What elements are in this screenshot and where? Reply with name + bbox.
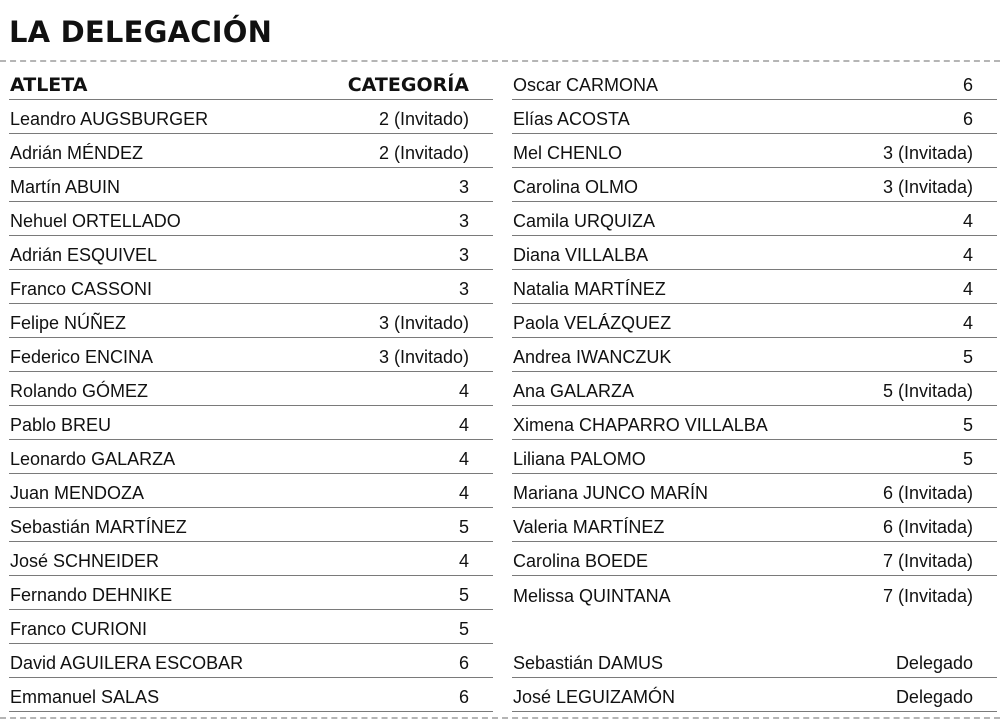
person-name: Paola VELÁZQUEZ — [513, 313, 672, 333]
category-value: 3 — [458, 279, 469, 299]
category-value: 4 — [962, 245, 973, 265]
athlete-row — [512, 66, 997, 100]
athlete-row — [512, 304, 997, 338]
person-name: Adrián ESQUIVEL — [10, 245, 158, 265]
person-name: Elías ACOSTA — [513, 109, 630, 129]
category-value: 3 — [458, 211, 469, 231]
bottom-dashed-divider — [0, 717, 1000, 719]
category-value: 3 (Invitada) — [882, 177, 973, 197]
person-name: Mel CHENLO — [513, 143, 623, 163]
person-name: Nehuel ORTELLADO — [10, 211, 181, 231]
category-value: 5 — [962, 415, 973, 435]
person-name: José SCHNEIDER — [10, 551, 160, 571]
category-value: 6 (Invitada) — [882, 517, 973, 537]
person-name: Fernando DEHNIKE — [10, 585, 173, 605]
person-name: Valeria MARTÍNEZ — [513, 517, 665, 537]
person-name: Adrián MÉNDEZ — [10, 143, 144, 163]
category-value: 4 — [458, 483, 469, 503]
delegate-row — [512, 678, 997, 712]
person-name: Liliana PALOMO — [513, 449, 646, 469]
category-value: 6 — [458, 687, 469, 707]
athlete-row — [9, 372, 493, 406]
person-role: Delegado — [895, 687, 973, 707]
person-name: Sebastián MARTÍNEZ — [10, 517, 187, 537]
person-name: Mariana JUNCO MARÍN — [513, 483, 709, 503]
athlete-row — [512, 134, 997, 168]
right-athlete-list — [512, 66, 997, 610]
category-value: 6 (Invitada) — [882, 483, 973, 503]
category-value: 4 — [962, 279, 973, 299]
person-name: Franco CASSONI — [10, 279, 153, 299]
right-column — [512, 66, 997, 712]
person-name: Leandro AUGSBURGER — [10, 109, 209, 129]
athlete-row — [512, 542, 997, 576]
category-value: 3 — [458, 245, 469, 265]
person-name: Martín ABUIN — [10, 177, 121, 197]
category-value: 6 — [458, 653, 469, 673]
category-value: 6 — [962, 75, 973, 95]
athlete-row — [512, 440, 997, 474]
delegate-row — [512, 644, 997, 678]
category-value: 5 — [458, 585, 469, 605]
delegate-list — [512, 644, 997, 712]
athlete-row — [9, 236, 493, 270]
category-value: 5 — [458, 619, 469, 639]
athlete-row — [9, 100, 493, 134]
athlete-row — [9, 440, 493, 474]
athlete-row — [9, 576, 493, 610]
athlete-row — [9, 270, 493, 304]
person-name: Sebastián DAMUS — [513, 653, 664, 673]
person-name: Ximena CHAPARRO VILLALBA — [513, 415, 768, 435]
category-value: 3 (Invitada) — [882, 143, 973, 163]
athlete-row — [512, 168, 997, 202]
category-value: 3 (Invitado) — [378, 313, 469, 333]
category-value: 2 (Invitado) — [378, 143, 469, 163]
category-value: 3 — [458, 177, 469, 197]
person-role: Delegado — [895, 653, 973, 673]
person-name: Carolina OLMO — [513, 177, 639, 197]
person-name: Franco CURIONI — [10, 619, 148, 639]
category-value: 4 — [458, 551, 469, 571]
athlete-row — [9, 508, 493, 542]
person-name: Federico ENCINA — [10, 347, 154, 367]
athlete-row — [9, 338, 493, 372]
athlete-row — [9, 304, 493, 338]
person-name: Andrea IWANCZUK — [513, 347, 672, 367]
category-value: 4 — [458, 449, 469, 469]
category-value: 7 (Invitada) — [882, 586, 973, 606]
person-name: Natalia MARTÍNEZ — [513, 279, 666, 299]
athlete-row — [9, 542, 493, 576]
person-name: Pablo BREU — [10, 415, 112, 435]
athlete-row — [512, 372, 997, 406]
athlete-row — [512, 576, 997, 610]
athlete-row — [9, 610, 493, 644]
person-name: Rolando GÓMEZ — [10, 381, 149, 401]
athlete-row — [512, 474, 997, 508]
athlete-header: ATLETA — [10, 74, 88, 96]
left-athlete-list — [9, 100, 493, 712]
category-value: 6 — [962, 109, 973, 129]
person-name: David AGUILERA ESCOBAR — [10, 653, 244, 673]
category-value: 4 — [962, 313, 973, 333]
top-dashed-divider — [0, 60, 1000, 62]
category-header: CATEGORÍA — [347, 74, 469, 96]
athlete-row — [512, 338, 997, 372]
category-value: 7 (Invitada) — [882, 551, 973, 571]
category-value: 4 — [458, 381, 469, 401]
athlete-row — [9, 678, 493, 712]
athlete-row — [9, 202, 493, 236]
category-value: 4 — [962, 211, 973, 231]
category-value: 3 (Invitado) — [378, 347, 469, 367]
athlete-row — [512, 100, 997, 134]
athlete-row — [512, 270, 997, 304]
person-name: Emmanuel SALAS — [10, 687, 160, 707]
person-name: Oscar CARMONA — [513, 75, 659, 95]
person-name: Juan MENDOZA — [10, 483, 145, 503]
athlete-row — [9, 134, 493, 168]
category-value: 5 — [962, 347, 973, 367]
category-value: 4 — [458, 415, 469, 435]
athlete-row — [512, 236, 997, 270]
athlete-row — [9, 474, 493, 508]
person-name: Carolina BOEDE — [513, 551, 649, 571]
category-value: 5 (Invitada) — [882, 381, 973, 401]
category-value: 2 (Invitado) — [378, 109, 469, 129]
person-name: Ana GALARZA — [513, 381, 635, 401]
left-column — [9, 66, 493, 712]
category-value: 5 — [458, 517, 469, 537]
athlete-row — [512, 202, 997, 236]
athlete-row — [512, 508, 997, 542]
person-name: Leonardo GALARZA — [10, 449, 176, 469]
person-name: Melissa QUINTANA — [513, 586, 671, 606]
category-value: 5 — [962, 449, 973, 469]
athlete-row — [9, 406, 493, 440]
person-name: Diana VILLALBA — [513, 245, 649, 265]
list-spacer — [512, 610, 997, 644]
person-name: José LEGUIZAMÓN — [513, 687, 676, 707]
person-name: Felipe NÚÑEZ — [10, 313, 127, 333]
athlete-row — [512, 406, 997, 440]
athlete-row — [9, 644, 493, 678]
person-name: Camila URQUIZA — [513, 211, 656, 231]
header-row — [9, 66, 493, 100]
athlete-row — [9, 168, 493, 202]
page-title: LA DELEGACIÓN — [9, 15, 273, 49]
